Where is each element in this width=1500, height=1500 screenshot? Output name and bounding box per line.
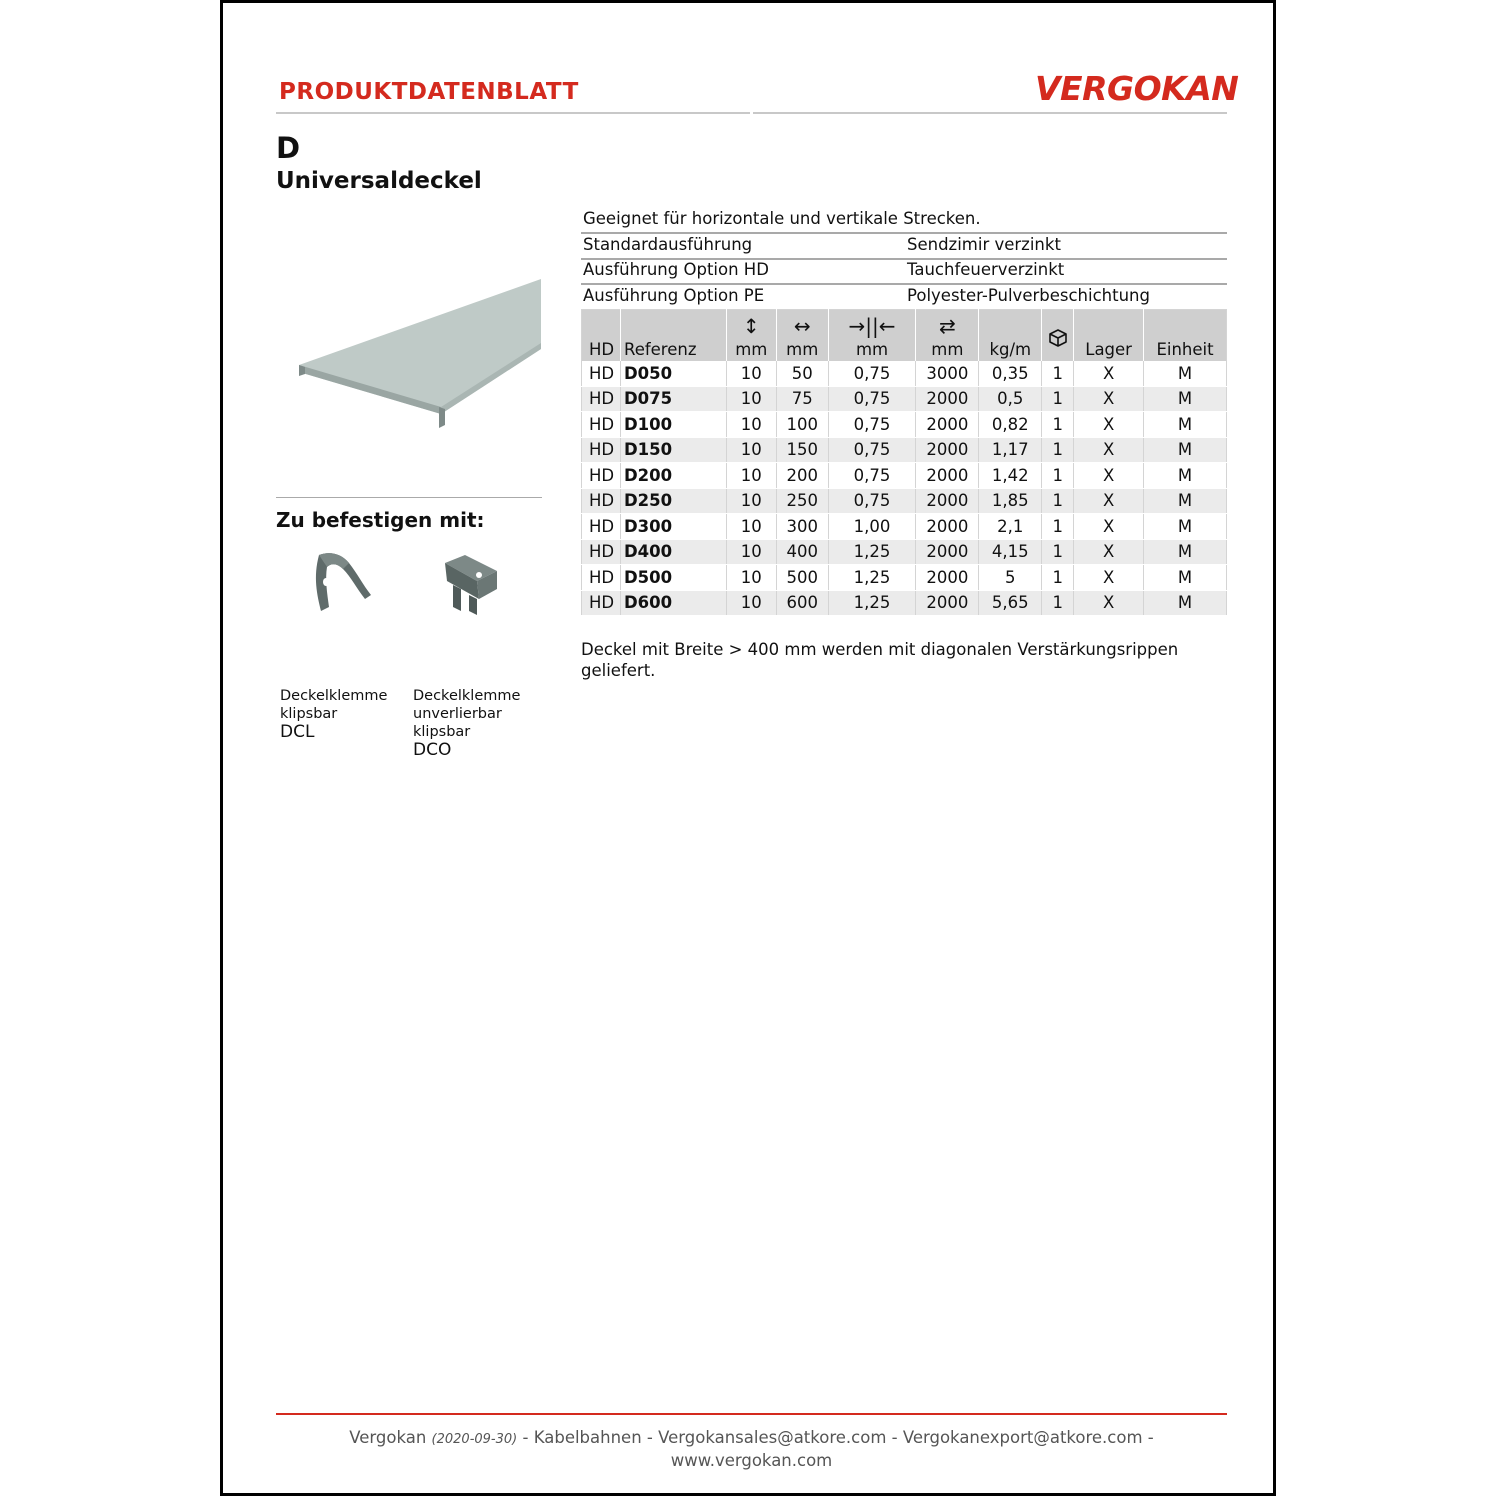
cell-thickness: 0,75 (828, 386, 916, 412)
accessory-dcl-line2: klipsbar (280, 706, 338, 722)
col-pack (1042, 310, 1074, 362)
cell-thickness: 0,75 (828, 463, 916, 489)
cell-weight: 0,5 (979, 386, 1042, 412)
cell-stock: X (1074, 590, 1144, 616)
cell-weight: 5 (979, 565, 1042, 591)
cell-thickness: 0,75 (828, 361, 916, 386)
table-header-row (582, 310, 1227, 362)
cell-stock: X (1074, 514, 1144, 540)
cell-width: 200 (776, 463, 828, 489)
table-row (582, 590, 1227, 616)
col-einheit: Einheit (1144, 310, 1227, 362)
doc-type-title: PRODUKTDATENBLATT (279, 79, 579, 105)
cell-thickness: 0,75 (828, 488, 916, 514)
accessory-dco-line1: Deckelklemme (413, 688, 521, 704)
table-row (582, 463, 1227, 489)
description-value: Polyester-Pulverbeschichtung (907, 286, 1150, 305)
cell-stock: X (1074, 412, 1144, 438)
cell-referenz: D250 (620, 488, 726, 514)
dco-clip-image (439, 551, 503, 617)
cell-pack: 1 (1042, 437, 1074, 463)
cell-referenz: D050 (620, 361, 726, 386)
cell-hd: HD (582, 514, 621, 540)
col-thickness: →||← mm (828, 310, 916, 362)
footer-contacts: - Kabelbahnen - Vergokansales@atkore.com - Vergokanexport@atkore.com - (522, 1428, 1154, 1447)
width-arrow-icon: ↔ (793, 314, 811, 338)
cell-weight: 5,65 (979, 590, 1042, 616)
note-text: Deckel mit Breite > 400 mm werden mit diagonalen Verstärkungsrippen geliefert. (581, 640, 1179, 680)
description-row (581, 258, 1227, 285)
cell-pack: 1 (1042, 488, 1074, 514)
cell-referenz: D300 (620, 514, 726, 540)
cell-referenz: D075 (620, 386, 726, 412)
cell-unit: M (1144, 412, 1227, 438)
cell-length: 2000 (916, 514, 979, 540)
table-row (582, 386, 1227, 412)
cell-length: 2000 (916, 539, 979, 565)
cell-width: 50 (776, 361, 828, 386)
footer-website: www.vergokan.com (670, 1451, 833, 1470)
cell-height: 10 (726, 386, 776, 412)
cell-hd: HD (582, 565, 621, 591)
table-row (582, 514, 1227, 540)
description-row (581, 233, 1227, 260)
cell-length: 2000 (916, 590, 979, 616)
footer-company: Vergokan (349, 1428, 427, 1447)
accessory-dcl (280, 687, 410, 742)
cell-referenz: D150 (620, 437, 726, 463)
footer-divider (276, 1413, 1227, 1415)
box-icon (1048, 328, 1068, 348)
brand-logo: VERGOKAN (1035, 69, 1239, 108)
cell-width: 300 (776, 514, 828, 540)
side-divider (276, 497, 542, 498)
cell-weight: 1,42 (979, 463, 1042, 489)
accessory-dco-code: DCO (413, 740, 452, 760)
cell-unit: M (1144, 590, 1227, 616)
cell-stock: X (1074, 386, 1144, 412)
cell-stock: X (1074, 463, 1144, 489)
cell-width: 100 (776, 412, 828, 438)
cell-pack: 1 (1042, 386, 1074, 412)
cell-thickness: 1,00 (828, 514, 916, 540)
cell-referenz: D100 (620, 412, 726, 438)
product-name: Universaldeckel (276, 168, 482, 194)
cell-weight: 4,15 (979, 539, 1042, 565)
cell-unit: M (1144, 437, 1227, 463)
cell-height: 10 (726, 539, 776, 565)
table-row (582, 412, 1227, 438)
cell-width: 250 (776, 488, 828, 514)
cell-length: 3000 (916, 361, 979, 386)
cell-height: 10 (726, 488, 776, 514)
cover-plate-illustration (293, 273, 545, 438)
cell-unit: M (1144, 488, 1227, 514)
cell-pack: 1 (1042, 590, 1074, 616)
footer-date: (2020-09-30) (431, 1432, 518, 1447)
description-label: Ausführung Option PE (583, 286, 765, 305)
table-row (582, 361, 1227, 386)
cell-stock: X (1074, 565, 1144, 591)
col-width: ↔ mm (776, 310, 828, 362)
description-label: Standardausführung (583, 235, 753, 254)
cell-width: 75 (776, 386, 828, 412)
cell-stock: X (1074, 437, 1144, 463)
cell-height: 10 (726, 437, 776, 463)
table-row (582, 539, 1227, 565)
cell-height: 10 (726, 514, 776, 540)
cell-weight: 0,35 (979, 361, 1042, 386)
cell-height: 10 (726, 565, 776, 591)
cell-referenz: D400 (620, 539, 726, 565)
cell-hd: HD (582, 463, 621, 489)
table-row (582, 437, 1227, 463)
cell-thickness: 1,25 (828, 590, 916, 616)
description-label: Ausführung Option HD (583, 260, 769, 279)
cell-thickness: 1,25 (828, 539, 916, 565)
table-body (582, 361, 1227, 616)
cell-width: 400 (776, 539, 828, 565)
accessory-dco (413, 687, 553, 760)
description-value: Tauchfeuerverzinkt (907, 260, 1065, 279)
cell-height: 10 (726, 590, 776, 616)
col-weight: kg/m (979, 310, 1042, 362)
cell-hd: HD (582, 412, 621, 438)
cell-unit: M (1144, 361, 1227, 386)
cell-height: 10 (726, 463, 776, 489)
cell-unit: M (1144, 514, 1227, 540)
col-referenz: Referenz (620, 310, 726, 362)
cell-pack: 1 (1042, 463, 1074, 489)
cell-weight: 0,82 (979, 412, 1042, 438)
cell-hd: HD (582, 437, 621, 463)
description-row (581, 284, 1227, 309)
description-value: Sendzimir verzinkt (907, 235, 1061, 254)
length-arrows-icon: ⇄ (938, 314, 956, 338)
col-hd: HD (582, 310, 621, 362)
description-intro-text: Geeignet für horizontale und vertikale Strecken. (583, 209, 981, 228)
cell-pack: 1 (1042, 412, 1074, 438)
dcl-clip-image (305, 549, 375, 619)
cell-referenz: D500 (620, 565, 726, 591)
header-divider-left (276, 112, 750, 114)
cell-weight: 1,17 (979, 437, 1042, 463)
cell-hd: HD (582, 361, 621, 386)
cell-length: 2000 (916, 463, 979, 489)
table-row (582, 488, 1227, 514)
accessory-dco-line3: klipsbar (413, 724, 471, 740)
datasheet-page (220, 0, 1276, 1496)
cell-thickness: 0,75 (828, 437, 916, 463)
cell-thickness: 0,75 (828, 412, 916, 438)
cell-stock: X (1074, 488, 1144, 514)
accessory-dcl-line1: Deckelklemme (280, 688, 388, 704)
header-divider-right (753, 112, 1227, 114)
cell-thickness: 1,25 (828, 565, 916, 591)
accessory-dco-line2: unverlierbar (413, 706, 502, 722)
cell-hd: HD (582, 386, 621, 412)
cell-pack: 1 (1042, 539, 1074, 565)
cell-unit: M (1144, 463, 1227, 489)
cell-unit: M (1144, 539, 1227, 565)
cell-weight: 2,1 (979, 514, 1042, 540)
cell-length: 2000 (916, 437, 979, 463)
cell-pack: 1 (1042, 361, 1074, 386)
cell-width: 500 (776, 565, 828, 591)
footer (276, 1427, 1227, 1471)
cell-width: 150 (776, 437, 828, 463)
cell-referenz: D200 (620, 463, 726, 489)
cell-length: 2000 (916, 412, 979, 438)
cell-unit: M (1144, 386, 1227, 412)
spec-table (581, 309, 1227, 616)
thickness-arrows-icon: →||← (848, 314, 896, 338)
cell-pack: 1 (1042, 514, 1074, 540)
cell-stock: X (1074, 539, 1144, 565)
cell-hd: HD (582, 488, 621, 514)
cell-stock: X (1074, 361, 1144, 386)
cell-height: 10 (726, 412, 776, 438)
cell-hd: HD (582, 539, 621, 565)
table-row (582, 565, 1227, 591)
cell-referenz: D600 (620, 590, 726, 616)
cell-width: 600 (776, 590, 828, 616)
col-length: ⇄ mm (916, 310, 979, 362)
height-arrow-icon: ↕ (742, 314, 760, 338)
cell-unit: M (1144, 565, 1227, 591)
cell-height: 10 (726, 361, 776, 386)
cell-length: 2000 (916, 386, 979, 412)
cell-pack: 1 (1042, 565, 1074, 591)
cell-weight: 1,85 (979, 488, 1042, 514)
cell-length: 2000 (916, 565, 979, 591)
description-intro (581, 207, 1227, 234)
accessory-dcl-code: DCL (280, 722, 315, 742)
product-code: D (276, 131, 301, 165)
cell-length: 2000 (916, 488, 979, 514)
col-lager: Lager (1074, 310, 1144, 362)
fastening-heading: Zu befestigen mit: (276, 508, 485, 532)
cell-hd: HD (582, 590, 621, 616)
col-height: ↕ mm (726, 310, 776, 362)
